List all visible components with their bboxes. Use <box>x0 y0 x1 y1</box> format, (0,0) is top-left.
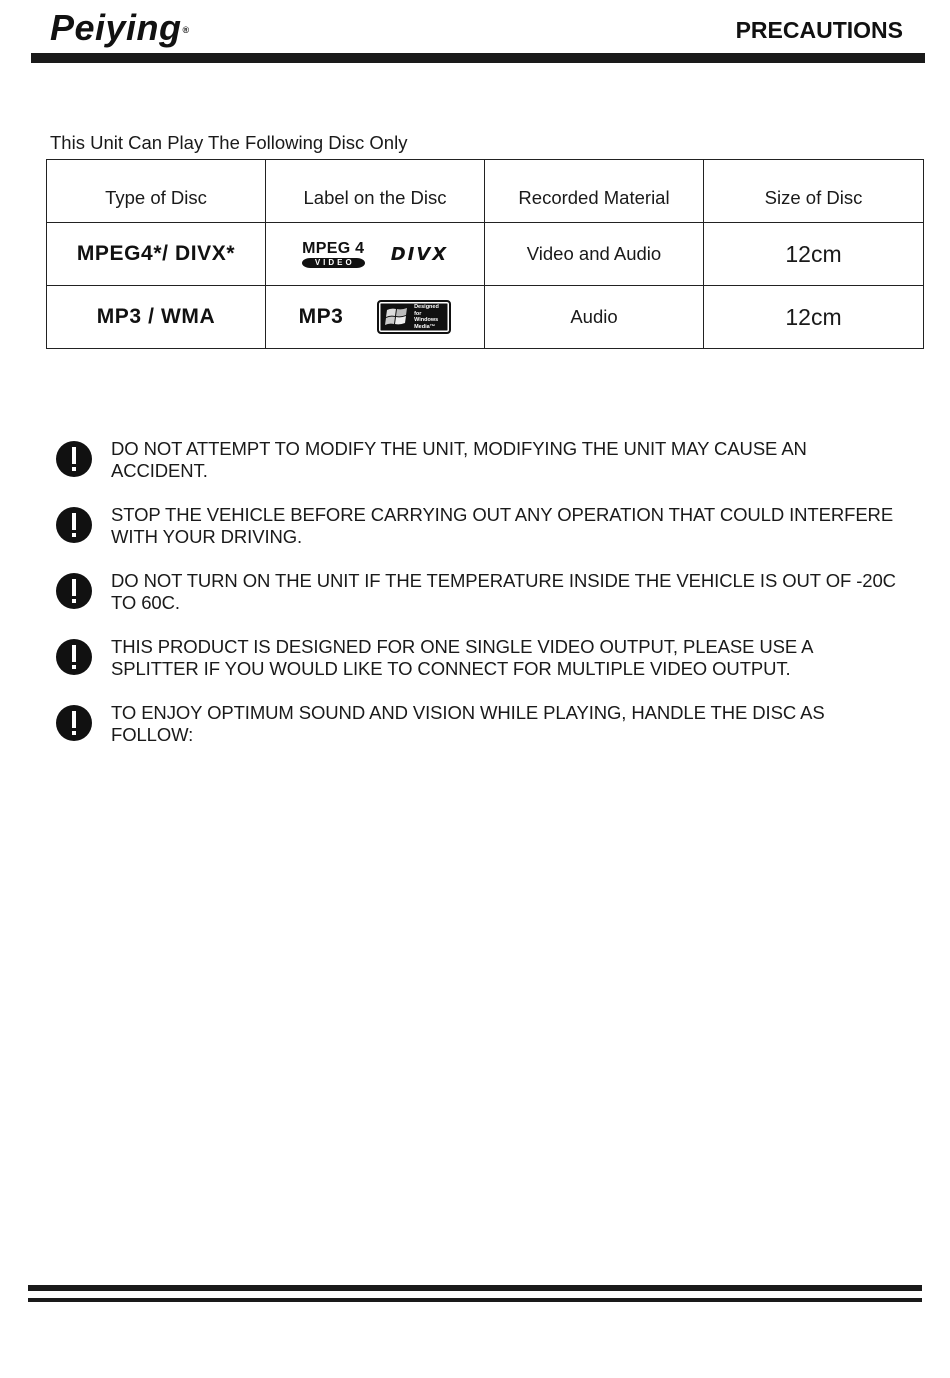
warning-text: THIS PRODUCT IS DESIGNED FOR ONE SINGLE VIDEO OUTPUT, PLEASE USE A SPLITTER IF YOU WOULD LIKE TO CONNECT FOR MULTIPLE VIDEO OUTPUT. <box>111 636 813 679</box>
warning-text: TO ENJOY OPTIMUM SOUND AND VISION WHILE PLAYING, HANDLE THE DISC AS FOLLOW: <box>111 702 825 745</box>
exclamation-icon <box>56 705 92 741</box>
exclamation-icon <box>56 441 92 477</box>
header-type: Type of Disc <box>47 160 266 223</box>
footer-divider-thick <box>28 1285 922 1291</box>
header-size: Size of Disc <box>704 160 924 223</box>
windows-media-logo <box>377 300 451 334</box>
disc-type-mp3-wma: MP3 / WMA <box>96 305 216 328</box>
cell-material: Audio <box>485 286 704 349</box>
disc-compatibility-table <box>46 159 924 349</box>
disc-type-mpeg4-divx: MPEG4*/ DIVX* <box>76 242 236 265</box>
precaution-list <box>56 438 896 768</box>
wm-line-1: Designed for <box>414 304 439 317</box>
mpeg4-video-logo <box>302 241 365 268</box>
cell-label <box>266 223 485 286</box>
cell-type <box>47 223 266 286</box>
footer-divider-thin <box>28 1298 922 1302</box>
list-item <box>56 702 896 746</box>
list-item <box>56 636 896 680</box>
exclamation-icon <box>56 573 92 609</box>
brand-logo <box>50 8 190 48</box>
cell-type <box>47 286 266 349</box>
warning-text: STOP THE VEHICLE BEFORE CARRYING OUT ANY OPERATION THAT COULD INTERFERE WITH YOUR DRIVING. <box>111 504 894 547</box>
exclamation-icon <box>56 507 92 543</box>
header-divider <box>31 53 925 63</box>
list-item <box>56 504 896 548</box>
mp3-logo: MP3 <box>298 305 344 328</box>
brand-name: Peiying <box>50 7 182 48</box>
table-row <box>47 223 924 286</box>
intro-text: This Unit Can Play The Following Disc Only <box>50 132 408 153</box>
wm-line-3: Media™ <box>414 323 436 330</box>
disc-size: 12cm <box>785 240 842 267</box>
list-item <box>56 438 896 482</box>
registered-mark: ® <box>182 25 190 35</box>
divx-logo: DIVX <box>390 243 449 265</box>
list-item <box>56 570 896 614</box>
cell-size <box>704 286 924 349</box>
header-material: Recorded Material <box>485 160 704 223</box>
table-header-row <box>47 160 924 223</box>
wm-line-2: Windows <box>414 317 439 323</box>
cell-label <box>266 286 485 349</box>
header-label: Label on the Disc <box>266 160 485 223</box>
warning-text: DO NOT TURN ON THE UNIT IF THE TEMPERATURE INSIDE THE VEHICLE IS OUT OF -20C TO 60C. <box>111 570 896 613</box>
table-row <box>47 286 924 349</box>
warning-text: DO NOT ATTEMPT TO MODIFY THE UNIT, MODIFYING THE UNIT MAY CAUSE AN ACCIDENT. <box>111 438 807 481</box>
windows-flag-icon <box>384 305 410 329</box>
disc-size: 12cm <box>785 303 842 330</box>
cell-material: Video and Audio <box>485 223 704 286</box>
page-title: PRECAUTIONS <box>735 17 903 43</box>
mpeg4-logo-sub: VIDEO <box>302 258 365 268</box>
mpeg4-logo-text: MPEG 4 <box>302 239 365 257</box>
cell-size <box>704 223 924 286</box>
exclamation-icon <box>56 639 92 675</box>
